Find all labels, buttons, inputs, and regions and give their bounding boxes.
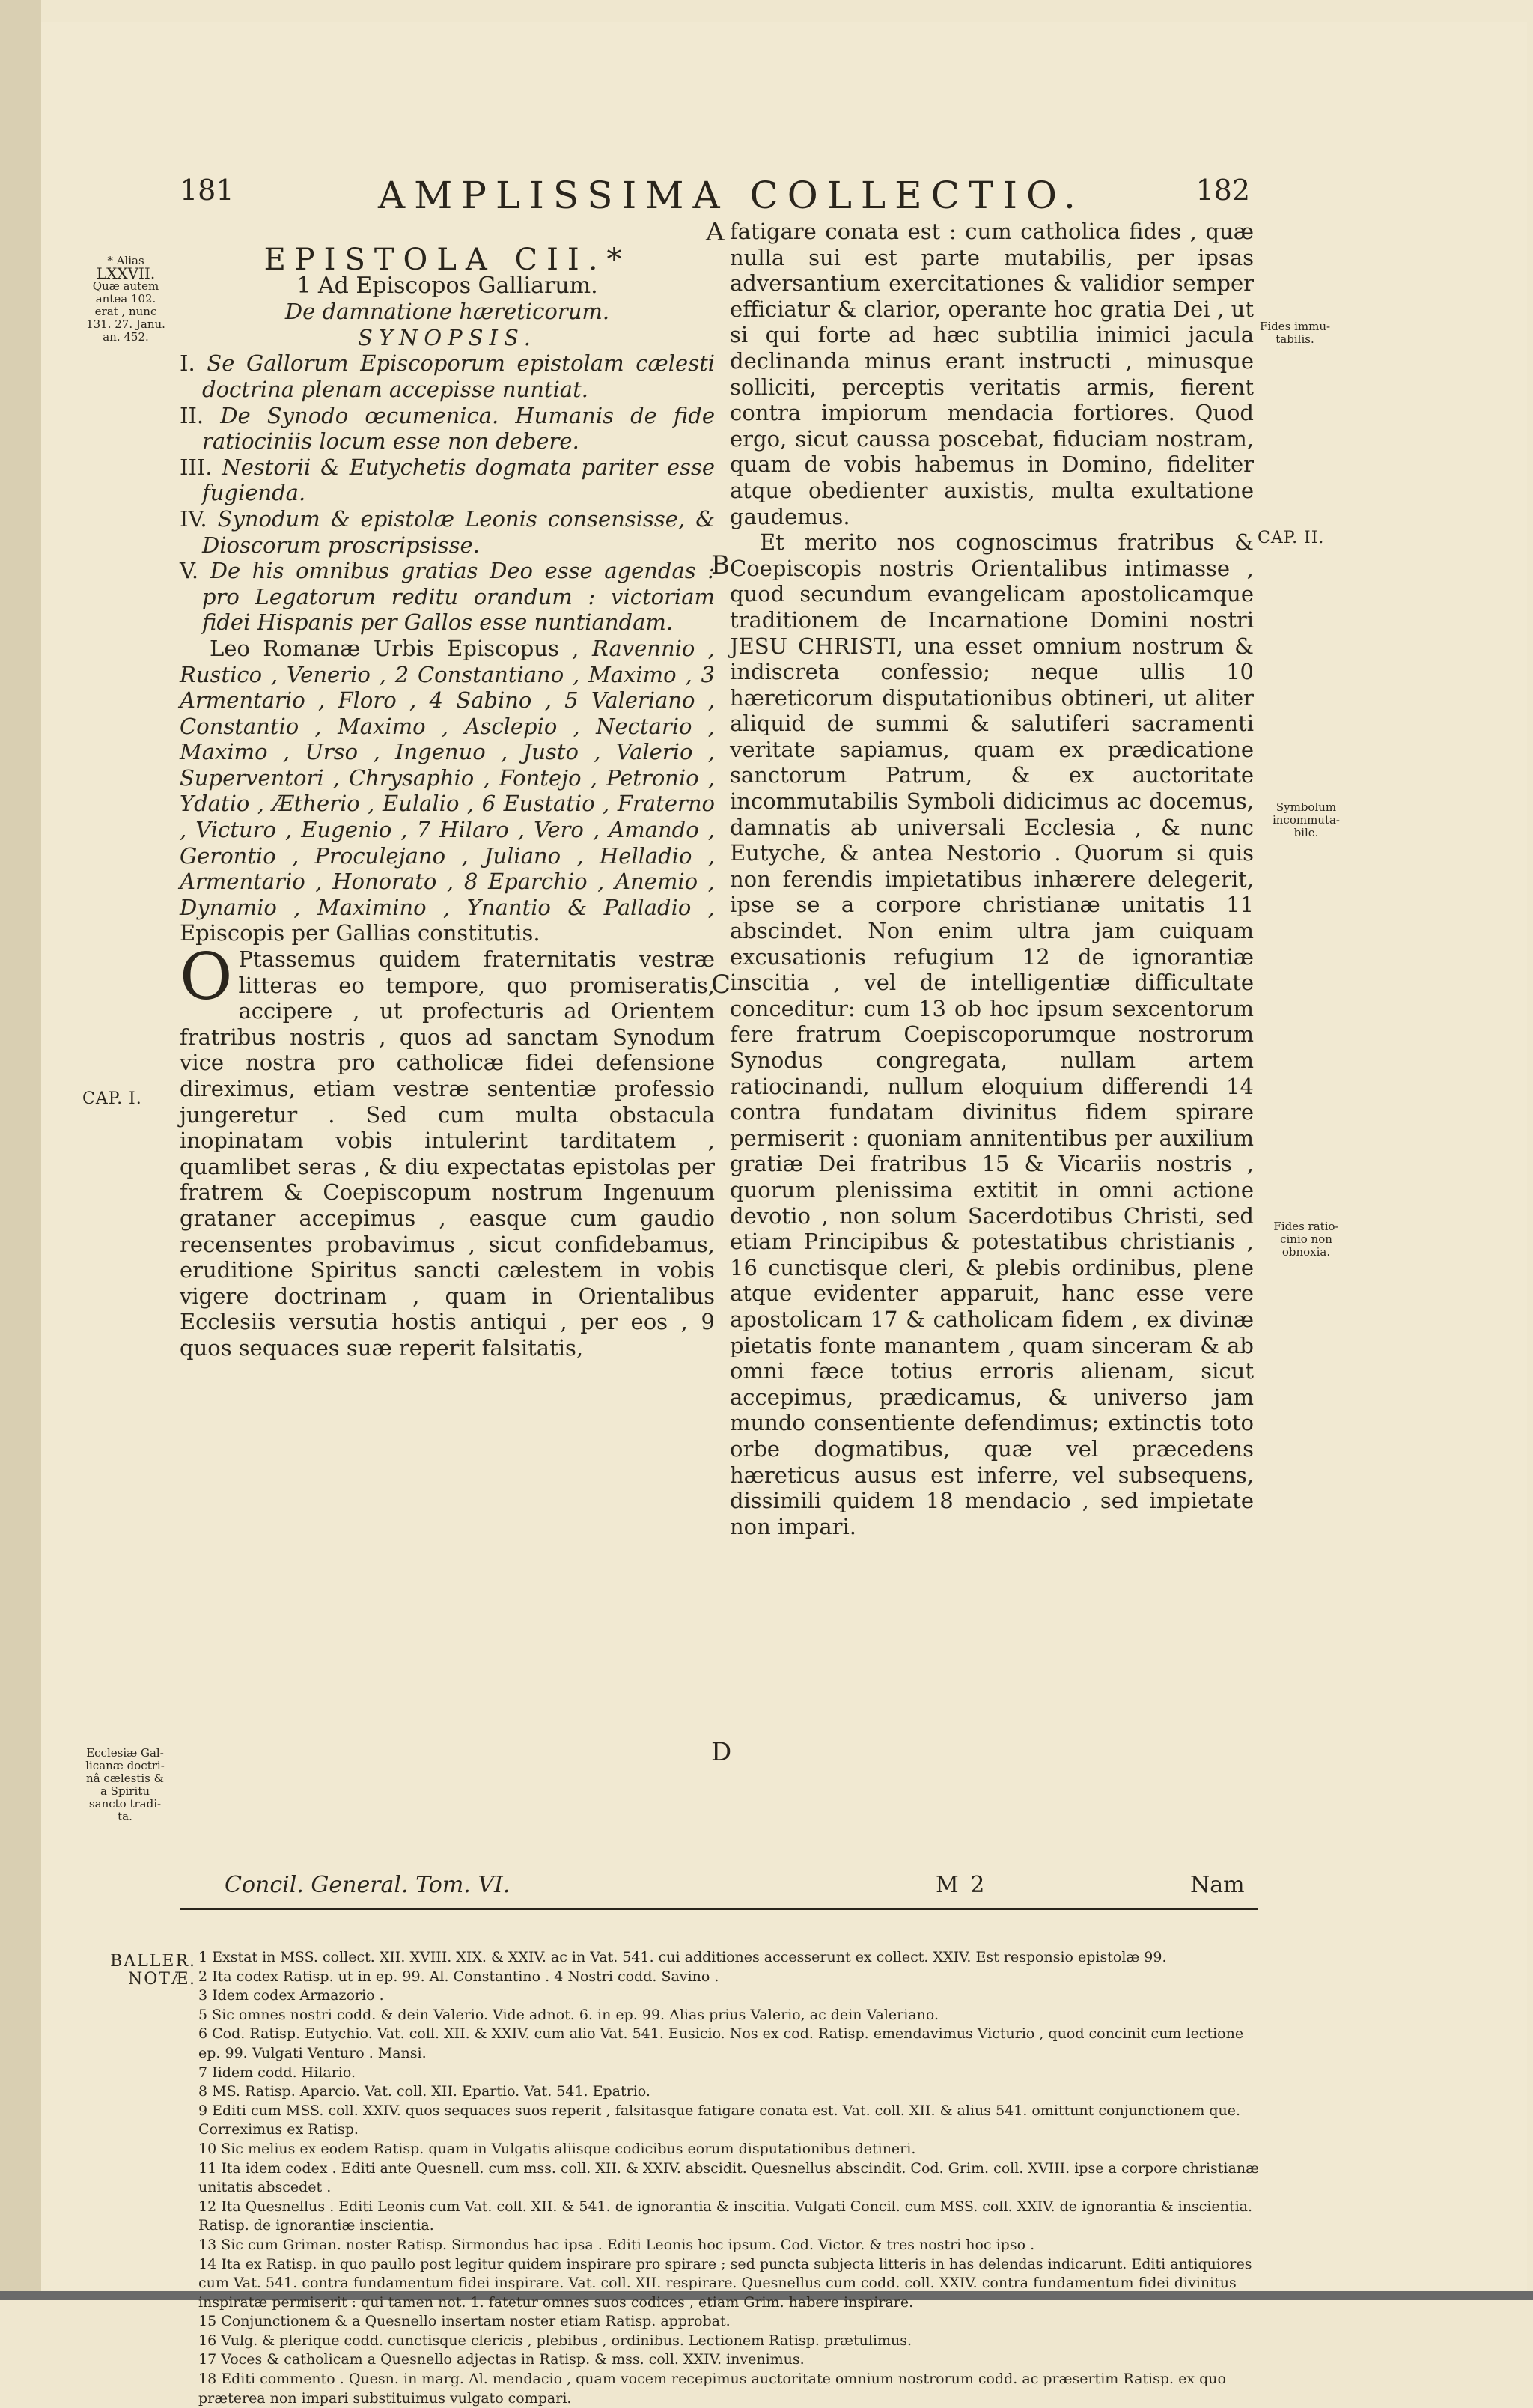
footnote: 15 Conjunctionem & a Quesnello insertam noster etiam Ratisp. approbat. (198, 2313, 731, 2330)
footnote: 2 Ita codex Ratisp. ut in ep. 99. Al. Constantino . 4 Nostri codd. Savino . (198, 1968, 719, 1985)
footnote: 7 Iidem codd. Hilario. (198, 2064, 356, 2081)
footnote: 10 Sic melius ex eodem Ratisp. quam in Vulgatis aliisque codicibus eorum disputationibus detineri. (198, 2140, 916, 2157)
synopsis-number: III. (180, 454, 213, 480)
section-letter-b: B (711, 550, 730, 580)
symbolum-margin-note (1261, 801, 1351, 839)
left-column (180, 243, 716, 1361)
footnote: 16 Vulg. & plerique codd. cunctisque clericis , plebibus , ordinibus. Lectionem Ratisp. prætulimus. (198, 2332, 912, 2349)
footnote: 18 Editi commento . Quesn. in marg. Al. mendacio , quam vocem recepimus auctoritate omnium nostrorum codd. ac præsertim Ratisp. ex quo præterea non impari substituimus vulgato compari. (198, 2371, 1226, 2407)
synopsis-number: II. (180, 402, 204, 428)
synopsis-text: De Synodo œcumenica. Humanis de fide ratiociniis locum esse non debere. (202, 402, 716, 454)
synopsis-text: Nestorii & Eutychetis dogmata pariter esse fugienda. (202, 454, 715, 506)
synopsis-number: IV. (180, 505, 207, 532)
signature-mark: M 2 (936, 1872, 987, 1898)
header-title: AMPLISSIMA COLLECTIO. (378, 174, 1085, 217)
margin-line: an. 452. (103, 330, 149, 344)
synopsis-text: Se Gallorum Episcoporum epistolam cælesti doctrina plenam accepisse nuntiat. (202, 350, 716, 402)
margin-line: LXXVII. (96, 264, 156, 282)
signature-concil: Concil. General. Tom. VI. (225, 1872, 511, 1898)
footnote: 3 Idem codex Armazorio . (198, 1987, 384, 2004)
margin-line: Ecclesiæ Gal- (86, 1746, 164, 1760)
running-header (180, 174, 1250, 219)
margin-line: cinio non (1280, 1232, 1332, 1246)
divider-rule (180, 1908, 1258, 1910)
right-paragraph-2: Et merito nos cognoscimus fratribus & Coepiscopis nostris Orientalibus intimasse , quod secundum evangelicam apostolicamque traditionem de Incarnatione Domini nostri JESU CHRISTI, una esset omnium nostrum & indiscreta confessio; neque ullis 10 hæreticorum disputationibus obtineri, ut aliter aliquid de summi & salutiferi sacramenti veritate sapiamus, quam ex prædicatione sanctorum Patrum, & ex auctoritate incommutabilis Symboli didicimus ac docemus, damnatis ab universali Ecclesia , & nunc Eutyche, & antea Nestorio . Quorum si quis non ferendis impietatibus inhærere delegerit, ipse se a corpore christianæ unitatis 11 abscindet. Non enim ultra jam cuiquam excusationis refugium 12 de ignorantiæ inscitia , vel de intelligentiæ difficultate conceditur: cum 13 ob hoc ipsum sexcentorum fere fratrum Coepiscoporumque nostrorum Synodus congregata, nullam artem ratiocinandi, nullum eloquium differendi 14 contra fundatam divinitus fidem spirare permiserit : quoniam annitentibus per auxilium gratiæ Dei fratribus 15 & Vicariis nostris , quorum plenissima extitit in omni actione devotio , non solum Sacerdotibus Christi, sed etiam Principibus & potestatibus christianis , 16 cunctisque cleri, & plebis ordinibus, plene atque evidenter apparuit, hanc esse vere apostolicam 17 & catholicam fidem , ex divinæ pietatis fonte manantem , quam sinceram & ab omni fæce totius erroris alienam, sicut accepimus, prædicamus, & universo jam mundo consentiente defendimus; extinctis toto orbe dogmatibus, quæ vel præcedens hæreticus ausus est inferre, vel subsequens, dissimili quidem 18 mendacio , sed impietate non impari. (730, 529, 1254, 1539)
address-paragraph (180, 636, 715, 946)
margin-line: erat , nunc (94, 305, 157, 318)
footnote: 6 Cod. Ratisp. Eutychio. Vat. coll. XII. & XXIV. cum alio Vat. 541. Eusicio. Nos ex cod. Ratisp. emendavimus Victurio , quod concinit cum lectione ep. 99. Vulgati Venturo . Mansi. (198, 2025, 1244, 2061)
book-gutter (0, 0, 41, 2300)
margin-line: incommuta- (1272, 813, 1341, 827)
margin-line: licanæ doctri- (85, 1759, 165, 1772)
footnote: 11 Ita idem codex . Editi ante Quesnell. cum mss. coll. XII. & XXIV. abscidit. Quesnellus abscindit. Cod. Grim. coll. XVIII. ipse a corpore christianæ unitatis abscedet . (198, 2159, 1259, 2196)
synopsis-number: V. (180, 558, 199, 584)
section-letter-c: C (711, 970, 731, 1000)
footnote: 12 Ita Quesnellus . Editi Leonis cum Vat. coll. XII. & 541. de ignorantia & inscitia. Vulgati Concil. cum MSS. coll. XXIV. de ignorantia & inscientia. Ratisp. de ignorantiæ inscientia. (198, 2198, 1253, 2234)
address-body: Ravennio , Rustico , Venerio , 2 Constantiano , Maximo , 3 Armentario , Floro , 4 Sabino , 5 Valeriano , Constantio , Maximo , Asclepio , Nectario , Maximo , Urso , Ingenuo , Justo , Valerio , Superventori , Chrysaphio , Fontejo , Petronio , Ydatio , Ætherio , Eulalio , 6 Eustatio , Fraterno , Victuro , Eugenio , 7 Hilaro , Vero , Amando , Gerontio , Proculejano , Juliano , Helladio , Armentario , Honorato , 8 Eparchio , Anemio , Dynamio , Maximino , Ynantio & Palladio , (180, 635, 715, 920)
footnote: 9 Editi cum MSS. coll. XXIV. quos sequaces suos reperit , falsitasque fatigare conata est. Vat. coll. XII. & alius 541. omittunt conjunctionem que. Correximus ex Ratisp. (198, 2102, 1241, 2138)
address-tail: Episcopis per Gallias constitutis. (180, 920, 540, 946)
synopsis-item (180, 558, 715, 636)
epistola-subtitle: 1 Ad Episcopos Galliarum. (296, 272, 598, 299)
margin-line: antea 102. (95, 292, 156, 305)
right-column (730, 219, 1254, 1539)
footnote: 14 Ita ex Ratisp. in quo paullo post legitur quidem inspirare pro spirare ; sed puncta subjecta litteris in has delendas indicarunt. Editi antiquiores cum Vat. 541. contra fundamentum fidei inspirare. Vat. coll. XII. respirare. Quesnellus cum codd. coll. XXIV. contra fundamentum fidei divinitus inspiratæ permiserit : qui tamen not. 1. fatetur omnes suos codices , etiam Grim. habere inspirare. (198, 2255, 1252, 2311)
synopsis-item (180, 506, 715, 558)
drop-cap: O (180, 940, 233, 1015)
epistola-de: De damnatione hæreticorum. (284, 299, 610, 325)
ecclesiae-margin-note (69, 1747, 181, 1823)
margin-line: a Spiritu (100, 1784, 150, 1798)
margin-line: 131. 27. Janu. (86, 317, 165, 331)
margin-line: sancto tradi- (88, 1797, 162, 1810)
fides-margin-note (1250, 320, 1340, 346)
page-number-right: 182 (1195, 174, 1250, 207)
section-letter-d: D (711, 1737, 732, 1767)
margin-line: bile. (1293, 826, 1319, 839)
chapter-1-text (180, 940, 715, 1361)
synopsis-text: Synodum & epistolæ Leonis consensisse, & Dioscorum proscripsisse. (202, 505, 716, 558)
address-lead: Leo Romanæ Urbis Episcopus , (210, 635, 592, 661)
synopsis-number: I. (180, 350, 195, 377)
synopsis-item (180, 403, 715, 454)
synopsis-item (180, 454, 715, 506)
synopsis-heading: SYNOPSIS. (357, 324, 537, 350)
margin-line: Symbolum (1276, 800, 1337, 814)
epistola-title: EPISTOLA CII.* (263, 243, 631, 277)
footnote: 5 Sic omnes nostri codd. & dein Valerio. Vide adnot. 6. in ep. 99. Alias prius Valerio, ac dein Valeriano. (198, 2006, 939, 2023)
margin-line: nâ cælestis & (86, 1772, 164, 1785)
cap-1-margin: CAP. I. (82, 1089, 142, 1108)
footnotes (198, 1948, 1269, 2408)
page-number-left: 181 (180, 174, 234, 207)
chapter-1-body: Ptassemus quidem fraternitatis vestræ litteras eo tempore, quo promiseratis, accipere , ut profecturis ad Orientem fratribus nostris , quos ad sanctam Synodum vice nostra pro catholicæ fidei defensione direximus, etiam vestræ sententiæ professio jungeretur . Sed cum multa obstacula inopinatam vobis intulerint tarditatem , quamlibet seras , & diu expectatas epistolas per fratrem & Coepiscopum nostrum Ingenuum grataner accepimus , easque cum gaudio recensentes probavimus , sicut confidebamus, eruditione Spiritus sancti cælestem in vobis vigere doctrinam , quam in Orientalibus Ecclesiis versutia hostis antiqui , per eos , 9 quos sequaces suæ reperit falsitatis, (180, 946, 715, 1360)
margin-line: obnoxia. (1281, 1245, 1331, 1259)
alias-margin-note (81, 255, 171, 344)
notes-heading: BALLER. NOTÆ. (110, 1952, 196, 1989)
fides-ratio-margin-note (1261, 1220, 1351, 1259)
cap-2-margin: CAP. II. (1258, 529, 1325, 547)
footnote: 17 Voces & catholicam a Quesnello adjectas in Ratisp. & mss. coll. XXIV. invenimus. (198, 2351, 805, 2368)
footnote: 8 MS. Ratisp. Aparcio. Vat. coll. XII. Epartio. Vat. 541. Epatrio. (198, 2083, 650, 2100)
margin-line: tabilis. (1276, 332, 1314, 346)
margin-line: Fides ratio- (1273, 1220, 1339, 1233)
footnote: 1 Exstat in MSS. collect. XII. XVIII. XIX. & XXIV. ac in Vat. 541. cui additiones accesserunt ex collect. XXIV. Est responsio epistolæ 99. (198, 1949, 1167, 1965)
synopsis-text: De his omnibus gratias Deo esse agendas : pro Legatorum reditu orandum : victoriam fidei Hispanis per Gallos esse nuntiandam. (202, 558, 716, 636)
right-paragraph-1: fatigare conata est : cum catholica fides , quæ nulla sui est parte mutabilis, per ipsas adversantium exercitationes & validior semper efficiatur & clarior, operante hoc gratia Dei , ut si qui forte ad hæc subtilia inimici jacula declinanda minus erant instructi , minusque solliciti, perceptis veritatis armis, fierent contra impiorum mendacia fortiores. Quod ergo, sicut caussa poscebat, fiduciam nostram, quam de vobis habemus in Domino, fideliter atque obedienter auxistis, multa exultatione gaudemus. (730, 219, 1254, 529)
margin-line: ta. (118, 1810, 132, 1823)
section-letter-a: A (706, 217, 725, 247)
catchword: Nam (1190, 1872, 1245, 1898)
margin-line: Fides immu- (1259, 320, 1331, 333)
margin-line: * Alias (107, 254, 144, 267)
synopsis-item (180, 350, 715, 402)
footnote: 13 Sic cum Griman. noster Ratisp. Sirmondus hac ipsa . Editi Leonis hoc ipsum. Cod. Victor. & tres nostri hoc ipso . (198, 2236, 1035, 2253)
margin-line: Quæ autem (92, 279, 159, 293)
